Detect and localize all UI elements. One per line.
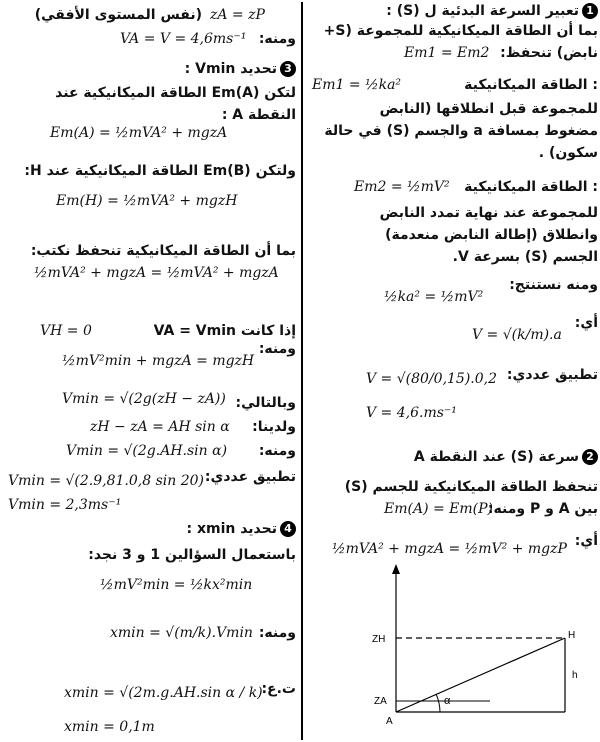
badge-1: 1	[582, 3, 598, 19]
label-a: A	[386, 716, 393, 727]
s3-eq10: Vmin = 2,3ms⁻¹	[8, 497, 122, 513]
s3-line9: ومنه:	[258, 443, 296, 459]
s2-line2: بين A و P ومنه:	[487, 501, 598, 517]
s1-eq4: ½ka² = ½mV²	[384, 289, 484, 305]
incline-figure	[370, 562, 590, 740]
s1-eq2: Em1 = ½ka²	[312, 77, 402, 93]
s3-eq1: Em(A) = ½mVA² + mgzA	[50, 125, 228, 141]
label-zh: ZH	[372, 634, 386, 645]
column-divider	[301, 2, 303, 740]
l2-eq: VA = V = 4,6ms⁻¹	[120, 31, 247, 47]
s1-line5: مضغوط بمسافة a والجسم (S) في حالة	[324, 123, 598, 139]
s3-line7: وبالتالي:	[235, 395, 296, 411]
s1-eq6: V = √(80/0,15).0,2	[366, 371, 498, 387]
s1-line4: للمجموعة قبل انطلاقها (النابض	[379, 101, 598, 117]
right-column	[304, 0, 600, 742]
s4-line2: ومنه:	[258, 625, 296, 641]
s3-line5: إذا كانت VA = Vmin	[153, 323, 296, 339]
s3-line3: ولتكن Em(B) الطاقة الميكانيكية عند H:	[24, 163, 296, 179]
s1-line10: الجسم (S) بسرعة V.	[452, 249, 598, 265]
s3-eq5: ½mV²min + mgzA = mgzH	[62, 353, 255, 369]
vertical-axis-arrow	[392, 564, 400, 574]
s4-line3: ت.ع:	[261, 681, 296, 697]
s1-ai: أي:	[574, 315, 598, 331]
l2-ar: ومنه:	[258, 31, 296, 47]
s2-ai: أي:	[574, 533, 598, 549]
s3-eq6: Vmin = √(2g(zH − zA))	[62, 391, 226, 407]
s1-eq5: V = √(k/m).a	[472, 327, 562, 343]
s1-eq7: V = 4,6.ms⁻¹	[366, 405, 457, 421]
section4-title: 4تحديد xmin :	[186, 520, 296, 538]
s1-eq1: Em1 = Em2	[404, 45, 490, 61]
s1-line2: نابض) تنحفظ:	[500, 45, 598, 61]
label-alpha: α	[444, 695, 451, 707]
label-h-height: h	[572, 670, 578, 681]
s4-eq1: ½mV²min = ½kx²min	[100, 577, 253, 593]
s1-eq3: Em2 = ½mV²	[354, 179, 450, 195]
s4-eq4: xmin = 0,1m	[64, 719, 155, 735]
s3-eq8: Vmin = √(2g.AH.sin α)	[66, 443, 228, 459]
s1-line7: : الطاقة الميكانيكية	[464, 179, 598, 195]
s1-line3: : الطاقة الميكانيكية	[464, 77, 598, 93]
s3-eq9: Vmin = √(2.9,81.0,8 sin 20)	[8, 473, 204, 489]
s2-line1: تنحفظ الطاقة الميكانيكية للجسم (S)	[344, 479, 598, 495]
s3-line2: النقطة A :	[221, 107, 296, 123]
section2-title: 2سرعة (S) عند النقطة A	[414, 448, 598, 466]
s3-line6: ومنه:	[258, 341, 296, 357]
s1-line9: وانطلاق (إطالة النابض منعدمة)	[385, 227, 598, 243]
s1-line6: سكون) .	[538, 145, 598, 161]
l1-eq: zA = zP	[210, 7, 265, 23]
section1-title: 1تعبير السرعة البدئية ل (S) :	[386, 2, 598, 20]
s3-line1: لتكن Em(A) الطاقة الميكانيكية عند	[55, 85, 296, 101]
label-za: ZA	[374, 696, 387, 707]
s3-line10: تطبيق عددي:	[204, 469, 296, 485]
l1-ar: (نفس المستوى الأفقي)	[34, 7, 202, 23]
section3-title: 3تحديد Vmin :	[185, 60, 296, 78]
s1-line8: للمجموعة عند نهاية تمدد النابض	[379, 205, 598, 221]
s3-eq2: Em(H) = ½mVA² + mgzH	[56, 193, 238, 209]
left-column	[0, 0, 298, 742]
s4-eq3: xmin = √(2m.g.AH.sin α / k)	[64, 685, 263, 701]
s1-app: تطبيق عددي:	[506, 367, 598, 383]
s4-eq2: xmin = √(m/k).Vmin	[110, 625, 253, 641]
s3-eq4: VH = 0	[40, 323, 92, 339]
s2-eq1: Em(A) = Em(P)	[384, 501, 493, 517]
s3-line4: بما أن الطاقة الميكانيكية تنحفظ نكتب:	[30, 243, 296, 259]
badge-3: 3	[280, 61, 296, 77]
label-h-point: H	[568, 630, 576, 641]
s1-line1: بما أن الطاقة الميكانيكية للمجموعة (S+	[323, 23, 598, 39]
s4-line1: باستعمال السؤالين 1 و 3 نجد:	[88, 547, 296, 563]
badge-4: 4	[280, 521, 296, 537]
s3-eq3: ½mVA² + mgzA = ½mVA² + mgzA	[34, 265, 279, 281]
alpha-arc	[436, 694, 440, 712]
s2-eq2: ½mVA² + mgzA = ½mV² + mgzP	[332, 541, 567, 557]
s1-line11: ومنه نستنتج:	[509, 277, 598, 293]
badge-2: 2	[582, 449, 598, 465]
s3-line8: ولدينا:	[252, 419, 296, 435]
s3-eq7: zH − zA = AH sin α	[90, 419, 230, 435]
